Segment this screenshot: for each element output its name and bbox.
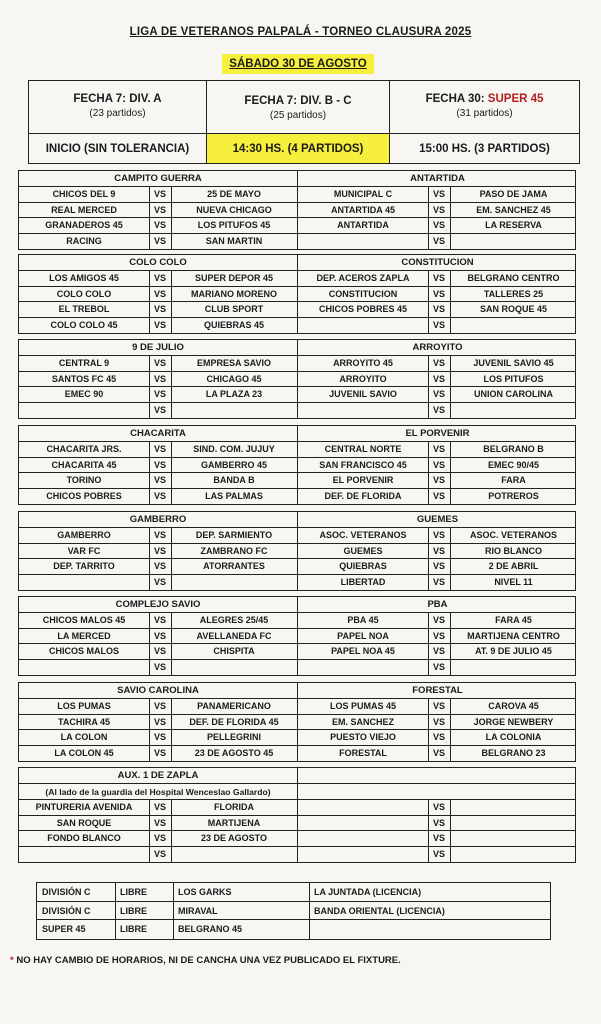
header-col-div-a — [29, 81, 207, 133]
vs-label: VS — [153, 220, 166, 230]
venue-header — [19, 768, 575, 784]
home-team: EM. SANCHEZ — [331, 716, 394, 727]
home-team — [19, 660, 149, 675]
away-team: CHISPITA — [213, 646, 255, 656]
away-team: FARA — [501, 475, 526, 485]
venue-name-left: COMPLEJO SAVIO — [115, 599, 201, 610]
venue-header — [19, 683, 575, 699]
home-team: MUNICIPAL C — [333, 189, 393, 199]
match-row — [19, 318, 575, 334]
venue-name-left: AUX. 1 DE ZAPLA — [117, 770, 199, 781]
away-team — [450, 403, 577, 418]
column-line — [297, 800, 298, 815]
vs-label: VS — [153, 273, 166, 283]
vs-label: VS — [153, 373, 166, 384]
away-team — [171, 575, 297, 590]
match-row — [19, 372, 575, 388]
home-team: FORESTAL — [339, 747, 387, 758]
match-row — [19, 629, 575, 645]
venue-name-left: CHACARITA — [130, 428, 186, 439]
column-line — [450, 800, 451, 815]
home-team — [19, 575, 149, 590]
schedule-header — [28, 80, 580, 164]
vs-label: VS — [432, 646, 445, 656]
footer-note: * NO HAY CAMBIO DE HORARIOS, NI DE CANCHA UNA VEZ PUBLICADO EL FIXTURE. — [10, 955, 401, 966]
libre-label: LIBRE — [120, 924, 147, 935]
away-team: ZAMBRANO FC — [200, 545, 268, 556]
venue-name-left: CAMPITO GUERRA — [114, 173, 202, 184]
venue-name-left: 9 DE JULIO — [132, 342, 184, 353]
libre-table — [36, 882, 551, 940]
home-team: PAPEL NOA 45 — [331, 646, 395, 656]
away-team: CLUB SPORT — [204, 304, 264, 314]
away-team — [171, 660, 297, 675]
header-count: (31 partidos) — [456, 108, 513, 119]
match-row — [19, 403, 575, 419]
libre-row — [37, 902, 550, 921]
home-team: EMEC 90 — [64, 389, 104, 399]
header-title: FECHA 30: SUPER 45 — [425, 93, 544, 105]
away-team: 25 DE MAYO — [207, 189, 261, 199]
away-team: FARA 45 — [495, 615, 532, 625]
home-team: GUEMES — [343, 545, 383, 556]
match-row — [19, 234, 575, 250]
home-team: LOS AMIGOS 45 — [49, 273, 119, 283]
away-team: JUVENIL SAVIO 45 — [473, 358, 554, 368]
venue-block — [18, 254, 576, 334]
away-team: LAS PALMAS — [205, 490, 263, 501]
vs-label: VS — [432, 701, 445, 711]
page-title: LIGA DE VETERANOS PALPALÁ - TORNEO CLAUSURA 2025 — [129, 26, 472, 38]
away-team: AT. 9 DE JULIO 45 — [475, 646, 552, 656]
vs-label: VS — [153, 545, 166, 556]
away-team: FLORIDA — [214, 802, 254, 812]
vs-label: VS — [432, 848, 445, 859]
vs-label: VS — [153, 304, 166, 314]
away-team: DEP. SARMIENTO — [195, 530, 273, 540]
vs-label: VS — [432, 373, 445, 384]
venue-header — [19, 512, 575, 528]
match-row — [19, 271, 575, 287]
vs-label: VS — [432, 833, 445, 843]
away-team: JORGE NEWBERY — [473, 716, 554, 727]
venue-header — [19, 426, 575, 442]
vs-label: VS — [432, 288, 445, 299]
vs-label: VS — [153, 475, 166, 485]
match-row — [19, 730, 575, 746]
vs-label: VS — [432, 444, 445, 454]
vs-label: VS — [432, 220, 445, 230]
home-team: COLO COLO 45 — [50, 319, 118, 330]
away-team: SIND. COM. JUJUY — [193, 444, 275, 454]
home-team: QUIEBRAS — [339, 561, 387, 571]
venue-name-right: ANTARTIDA — [410, 173, 465, 184]
vs-label: VS — [432, 189, 445, 199]
home-team: JUVENIL SAVIO — [329, 389, 397, 399]
home-team: DEP. TARRITO — [53, 561, 115, 571]
home-team: LIBERTAD — [340, 576, 386, 587]
home-team: CHICOS POBRES 45 — [318, 304, 408, 314]
vs-label: VS — [153, 716, 166, 727]
vs-label: VS — [432, 459, 445, 470]
home-team — [19, 403, 149, 418]
away-team: BELGRANO CENTRO — [467, 273, 560, 283]
home-team: COLO COLO — [56, 288, 112, 299]
vs-label: VS — [153, 490, 166, 501]
match-row — [19, 559, 575, 575]
vs-label: VS — [153, 288, 166, 299]
home-team: PINTURERIA AVENIDA — [35, 802, 133, 812]
vs-label: VS — [153, 530, 166, 540]
match-row — [19, 660, 575, 676]
home-team: CHACARITA JRS. — [46, 444, 122, 454]
vs-label: VS — [432, 545, 445, 556]
vs-label: VS — [432, 490, 445, 501]
home-team: PBA 45 — [347, 615, 379, 625]
home-team: DEP. ACEROS ZAPLA — [316, 273, 410, 283]
vs-label: VS — [432, 389, 445, 399]
venue-block — [18, 596, 576, 676]
home-team: LOS PUMAS — [57, 701, 111, 711]
home-team: EL TREBOL — [58, 304, 110, 314]
start-time-super45: 15:00 HS. (3 PARTIDOS) — [390, 133, 579, 163]
vs-label: VS — [432, 358, 445, 368]
away-team: ATORRANTES — [203, 561, 265, 571]
away-team: PELLEGRINI — [206, 732, 261, 742]
home-team — [298, 660, 428, 675]
licence-team: LA JUNTADA (LICENCIA) — [314, 887, 422, 897]
home-team — [19, 847, 149, 862]
column-line — [450, 831, 451, 846]
away-team: MARIANO MORENO — [191, 288, 277, 299]
vs-label: VS — [432, 802, 445, 812]
libre-row — [37, 883, 550, 902]
header-count: (25 partidos) — [269, 110, 327, 121]
vs-label: VS — [153, 319, 166, 330]
vs-label: VS — [153, 459, 166, 470]
vs-label: VS — [153, 444, 166, 454]
home-team: PAPEL NOA — [337, 630, 389, 641]
home-team: FONDO BLANCO — [47, 833, 121, 843]
away-team: RIO BLANCO — [485, 545, 542, 556]
home-team: SAN FRANCISCO 45 — [319, 459, 407, 470]
away-team: TALLERES 25 — [483, 288, 544, 299]
away-team — [450, 318, 577, 333]
home-team: CONSTITUCION — [328, 288, 398, 299]
home-team: RACING — [66, 235, 102, 246]
venue-name-right: CONSTITUCION — [401, 257, 474, 268]
venue-header — [19, 340, 575, 356]
away-team: POTREROS — [488, 490, 539, 501]
away-team: SAN ROQUE 45 — [479, 304, 548, 314]
away-team: CAROVA 45 — [488, 701, 539, 711]
venue-name-right: EL PORVENIR — [405, 428, 470, 439]
away-team: PANAMERICANO — [197, 701, 271, 711]
libre-row — [37, 920, 550, 939]
away-team: AVELLANEDA FC — [196, 630, 272, 641]
vs-label: VS — [432, 204, 445, 215]
vs-label: VS — [153, 630, 166, 641]
venue-block — [18, 425, 576, 505]
vs-label: VS — [432, 235, 445, 246]
column-line — [297, 831, 298, 846]
home-team: CENTRAL NORTE — [324, 444, 402, 454]
vs-label: VS — [432, 404, 445, 415]
away-team: 23 DE AGOSTO — [200, 833, 268, 843]
venue-block — [18, 511, 576, 591]
licence-team: BANDA ORIENTAL (LICENCIA) — [314, 905, 445, 916]
away-team: LOS PITUFOS 45 — [197, 220, 271, 230]
away-team: CHICAGO 45 — [206, 373, 262, 384]
libre-label: LIBRE — [120, 887, 147, 897]
match-row — [19, 287, 575, 303]
match-row — [19, 387, 575, 403]
vs-label: VS — [153, 404, 166, 415]
away-team: QUIEBRAS 45 — [203, 319, 265, 330]
match-row — [19, 528, 575, 544]
vs-label: VS — [153, 701, 166, 711]
home-team: CHICOS MALOS — [48, 646, 119, 656]
vs-label: VS — [432, 817, 445, 828]
match-row — [19, 489, 575, 505]
away-team: SAN MARTIN — [205, 235, 263, 246]
away-team: BELGRANO B — [483, 444, 544, 454]
venue-name-left: GAMBERRO — [129, 514, 187, 525]
away-team: 23 DE AGOSTO 45 — [194, 747, 274, 758]
header-title: FECHA 7: DIV. B - C — [244, 95, 352, 107]
column-line — [450, 847, 451, 863]
vs-label: VS — [153, 358, 166, 368]
away-team: DEF. DE FLORIDA 45 — [189, 716, 279, 727]
home-team: EL PORVENIR — [332, 475, 394, 485]
match-row — [19, 575, 575, 591]
vs-label: VS — [153, 833, 166, 843]
away-team: NUEVA CHICAGO — [196, 204, 272, 215]
vs-label: VS — [432, 661, 445, 672]
home-team: CHICOS DEL 9 — [52, 189, 116, 199]
venue-name-right: PBA — [427, 599, 448, 610]
venue-header — [19, 597, 575, 613]
start-note: INICIO (SIN TOLERANCIA) — [29, 133, 207, 163]
match-row — [19, 442, 575, 458]
vs-label: VS — [153, 747, 166, 758]
vs-label: VS — [432, 273, 445, 283]
division-name: DIVISIÓN C — [42, 905, 91, 916]
vs-label: VS — [153, 802, 166, 812]
home-team: ANTARTIDA — [337, 220, 389, 230]
home-team: REAL MERCED — [51, 204, 117, 215]
away-team: EMPRESA SAVIO — [196, 358, 271, 368]
home-team — [298, 318, 428, 333]
division-name: DIVISIÓN C — [42, 887, 91, 897]
away-team: MARTIJENA CENTRO — [467, 630, 560, 641]
home-team: VAR FC — [67, 545, 101, 556]
header-col-super45 — [390, 81, 579, 133]
venue-block-zapla — [18, 767, 576, 863]
match-row — [19, 644, 575, 660]
vs-label: VS — [153, 204, 166, 215]
match-row — [19, 544, 575, 560]
match-row — [19, 800, 575, 816]
away-team: MARTIJENA — [207, 817, 261, 828]
venue-block — [18, 170, 576, 250]
vs-label: VS — [153, 646, 166, 656]
away-team: LA RESERVA — [485, 220, 542, 230]
vs-label: VS — [153, 576, 166, 587]
match-row — [19, 473, 575, 489]
vs-label: VS — [432, 732, 445, 742]
venue-block — [18, 682, 576, 762]
match-row — [19, 715, 575, 731]
vs-label: VS — [432, 576, 445, 587]
away-team — [450, 660, 577, 675]
vs-label: VS — [153, 615, 166, 625]
home-team — [298, 234, 428, 249]
venue-address — [19, 784, 575, 800]
header-title: FECHA 7: DIV. A — [73, 93, 162, 105]
vs-label: VS — [432, 475, 445, 485]
home-team: TACHIRA 45 — [57, 716, 110, 727]
match-row — [19, 218, 575, 234]
home-team: TORINO — [66, 475, 102, 485]
match-date: SÁBADO 30 DE AGOSTO — [222, 54, 374, 74]
vs-label: VS — [153, 732, 166, 742]
home-team: LOS PUMAS 45 — [329, 701, 396, 711]
venue-block — [18, 339, 576, 419]
free-team: MIRAVAL — [178, 905, 218, 916]
away-team: UNION CAROLINA — [474, 389, 553, 399]
vs-label: VS — [153, 189, 166, 199]
home-team: ASOC. VETERANOS — [319, 530, 407, 540]
home-team: GAMBERRO — [57, 530, 111, 540]
venue-name-right: GUEMES — [416, 514, 459, 525]
header-divider — [297, 768, 298, 784]
away-team: SUPER DEPOR 45 — [194, 273, 274, 283]
vs-label: VS — [432, 630, 445, 641]
venue-header — [19, 255, 575, 271]
vs-label: VS — [432, 747, 445, 758]
match-row — [19, 816, 575, 832]
home-team — [298, 403, 428, 418]
away-team: BELGRANO 23 — [481, 747, 546, 758]
away-team: LOS PITUFOS — [483, 373, 544, 384]
free-team: LOS GARKS — [178, 887, 232, 897]
away-team: NIVEL 11 — [494, 576, 533, 587]
home-team: ANTARTIDA 45 — [330, 204, 395, 215]
match-row — [19, 187, 575, 203]
match-row — [19, 356, 575, 372]
home-team: LA COLON 45 — [54, 747, 114, 758]
vs-label: VS — [432, 561, 445, 571]
vs-label: VS — [432, 530, 445, 540]
home-team: SAN ROQUE — [56, 817, 112, 828]
vs-label: VS — [153, 661, 166, 672]
home-team: LA COLON — [60, 732, 108, 742]
venue-name-left: COLO COLO — [129, 257, 187, 268]
match-row — [19, 746, 575, 762]
venue-name-left: SAVIO CAROLINA — [117, 685, 199, 696]
vs-label: VS — [153, 389, 166, 399]
away-team: ASOC. VETERANOS — [469, 530, 557, 540]
vs-label: VS — [153, 235, 166, 246]
away-team — [450, 234, 577, 249]
free-team: BELGRANO 45 — [178, 924, 243, 935]
header-divider — [297, 784, 298, 800]
licence-team — [309, 920, 552, 938]
away-team: BANDA B — [213, 475, 255, 485]
away-team: ALEGRES 25/45 — [199, 615, 269, 625]
home-team: CHICOS POBRES — [46, 490, 122, 501]
venue-address-text: (Al lado de la guardia del Hospital Wenceslao Gallardo) — [45, 787, 271, 797]
vs-label: VS — [432, 304, 445, 314]
home-team: CENTRAL 9 — [58, 358, 110, 368]
match-row — [19, 458, 575, 474]
away-team: EMEC 90/45 — [487, 459, 540, 470]
away-team: GAMBERRO 45 — [200, 459, 267, 470]
column-line — [297, 847, 298, 863]
away-team: LA COLONIA — [485, 732, 542, 742]
vs-label: VS — [153, 848, 166, 859]
home-team: SANTOS FC 45 — [51, 373, 117, 384]
match-row — [19, 847, 575, 863]
home-team: GRANADEROS 45 — [45, 220, 123, 230]
vs-label: VS — [153, 561, 166, 571]
venue-name-right: ARROYITO — [412, 342, 463, 353]
column-line — [450, 816, 451, 831]
away-team: 2 DE ABRIL — [488, 561, 539, 571]
column-line — [297, 816, 298, 831]
division-name: SUPER 45 — [42, 924, 86, 935]
home-team: CHICOS MALOS 45 — [42, 615, 126, 625]
start-time-div-bc: 14:30 HS. (4 PARTIDOS) — [207, 133, 390, 163]
header-count: (23 partidos) — [89, 108, 146, 119]
home-team: LA MERCED — [57, 630, 111, 641]
away-team: LA PLAZA 23 — [205, 389, 263, 399]
away-team: PASO DE JAMA — [479, 189, 548, 199]
match-row — [19, 613, 575, 629]
match-row — [19, 302, 575, 318]
vs-label: VS — [432, 716, 445, 727]
away-team: EM. SANCHEZ 45 — [476, 204, 551, 215]
away-team — [171, 403, 297, 418]
vs-label: VS — [432, 319, 445, 330]
home-team: DEF. DE FLORIDA — [324, 490, 402, 501]
home-team: ARROYITO — [339, 373, 387, 384]
match-row — [19, 699, 575, 715]
libre-label: LIBRE — [120, 905, 147, 916]
match-row — [19, 203, 575, 219]
venue-name-right: FORESTAL — [412, 685, 463, 696]
header-col-div-bc — [207, 81, 390, 133]
home-team: CHACARITA 45 — [51, 459, 117, 470]
home-team: ARROYITO 45 — [333, 358, 393, 368]
match-row — [19, 831, 575, 847]
vs-label: VS — [153, 817, 166, 828]
away-team — [171, 847, 297, 862]
home-team: PUESTO VIEJO — [330, 732, 396, 742]
venue-header — [19, 171, 575, 187]
vs-label: VS — [432, 615, 445, 625]
